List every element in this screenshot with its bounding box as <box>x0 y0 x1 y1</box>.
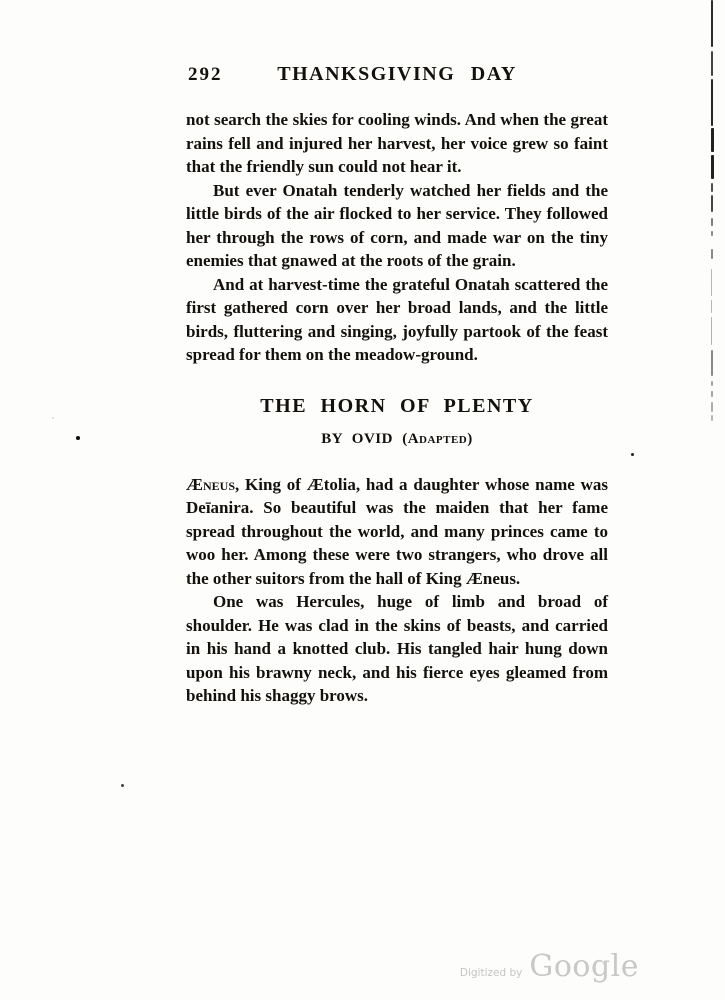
scan-speck <box>631 453 634 456</box>
artifact-dash <box>711 195 713 212</box>
intro-paragraphs <box>186 108 608 367</box>
body-text <box>186 108 608 708</box>
artifact-dash <box>711 249 713 259</box>
artifact-dash <box>711 269 712 296</box>
artifact-dash <box>711 231 713 236</box>
scan-speck <box>121 784 124 787</box>
paragraph: And at harvest-time the grateful Onatah scattered the first gathered corn over her broad lands, and the little birds, fluttering and singing, joyfully partook of the feast spread for them on the meadow-ground. <box>186 274 608 364</box>
running-title: THANKSGIVING DAY <box>277 63 517 85</box>
artifact-dash <box>711 155 714 179</box>
digitized-by-google-watermark <box>460 949 639 984</box>
running-head <box>186 63 608 88</box>
smallcaps-lead: Æneus, <box>186 474 240 494</box>
paragraph: Æneus, King of Ætolia, had a daughter whose name was Deīanira. So beautiful was the maiden that her fame spread throughout the world, and many princes came to woo her. Among these were two strangers, who drove all the other suitors from the hall of King Æneus. <box>186 474 608 588</box>
artifact-dash <box>711 183 713 192</box>
artifact-dash <box>711 51 713 76</box>
text-column <box>186 63 608 708</box>
artifact-dash <box>711 300 712 313</box>
artifact-dash <box>711 79 713 126</box>
page-number: 292 <box>188 64 223 85</box>
paragraph: not search the skies for cooling winds. And when the great rains fell and injured her harvest, her voice grew so faint that the friendly sun could not hear it. <box>186 110 608 176</box>
section-byline: BY OVID (Adapted) <box>321 430 473 447</box>
paragraph: One was Hercules, huge of limb and broad of shoulder. He was clad in the skins of beasts, and carried in his hand a knotted club. His tangled hair hung down upon his brawny neck, and his fierce eyes gleamed from behind his shaggy brows. <box>186 592 608 705</box>
artifact-dash <box>711 402 713 412</box>
artifact-dash <box>711 317 712 345</box>
artifact-dash <box>711 128 714 152</box>
scan-speck <box>76 436 80 440</box>
scan-speck <box>52 417 54 419</box>
artifact-dash <box>711 415 713 421</box>
artifact-dash <box>711 350 713 376</box>
google-logo: Google <box>529 949 639 984</box>
paragraph: But ever Onatah tenderly watched her fields and the little birds of the air flocked to her service. They followed her through the rows of corn, and made war on the tiny enemies that gnawed at the roots of the grain. <box>186 180 608 270</box>
watermark-prefix: Digitized by <box>459 967 523 979</box>
artifact-dash <box>711 218 713 226</box>
artifact-dash <box>711 381 713 386</box>
artifact-dash <box>711 391 713 397</box>
artifact-dash <box>711 0 713 47</box>
story-paragraphs <box>186 473 608 708</box>
section-title: THE HORN OF PLENTY <box>260 394 534 417</box>
